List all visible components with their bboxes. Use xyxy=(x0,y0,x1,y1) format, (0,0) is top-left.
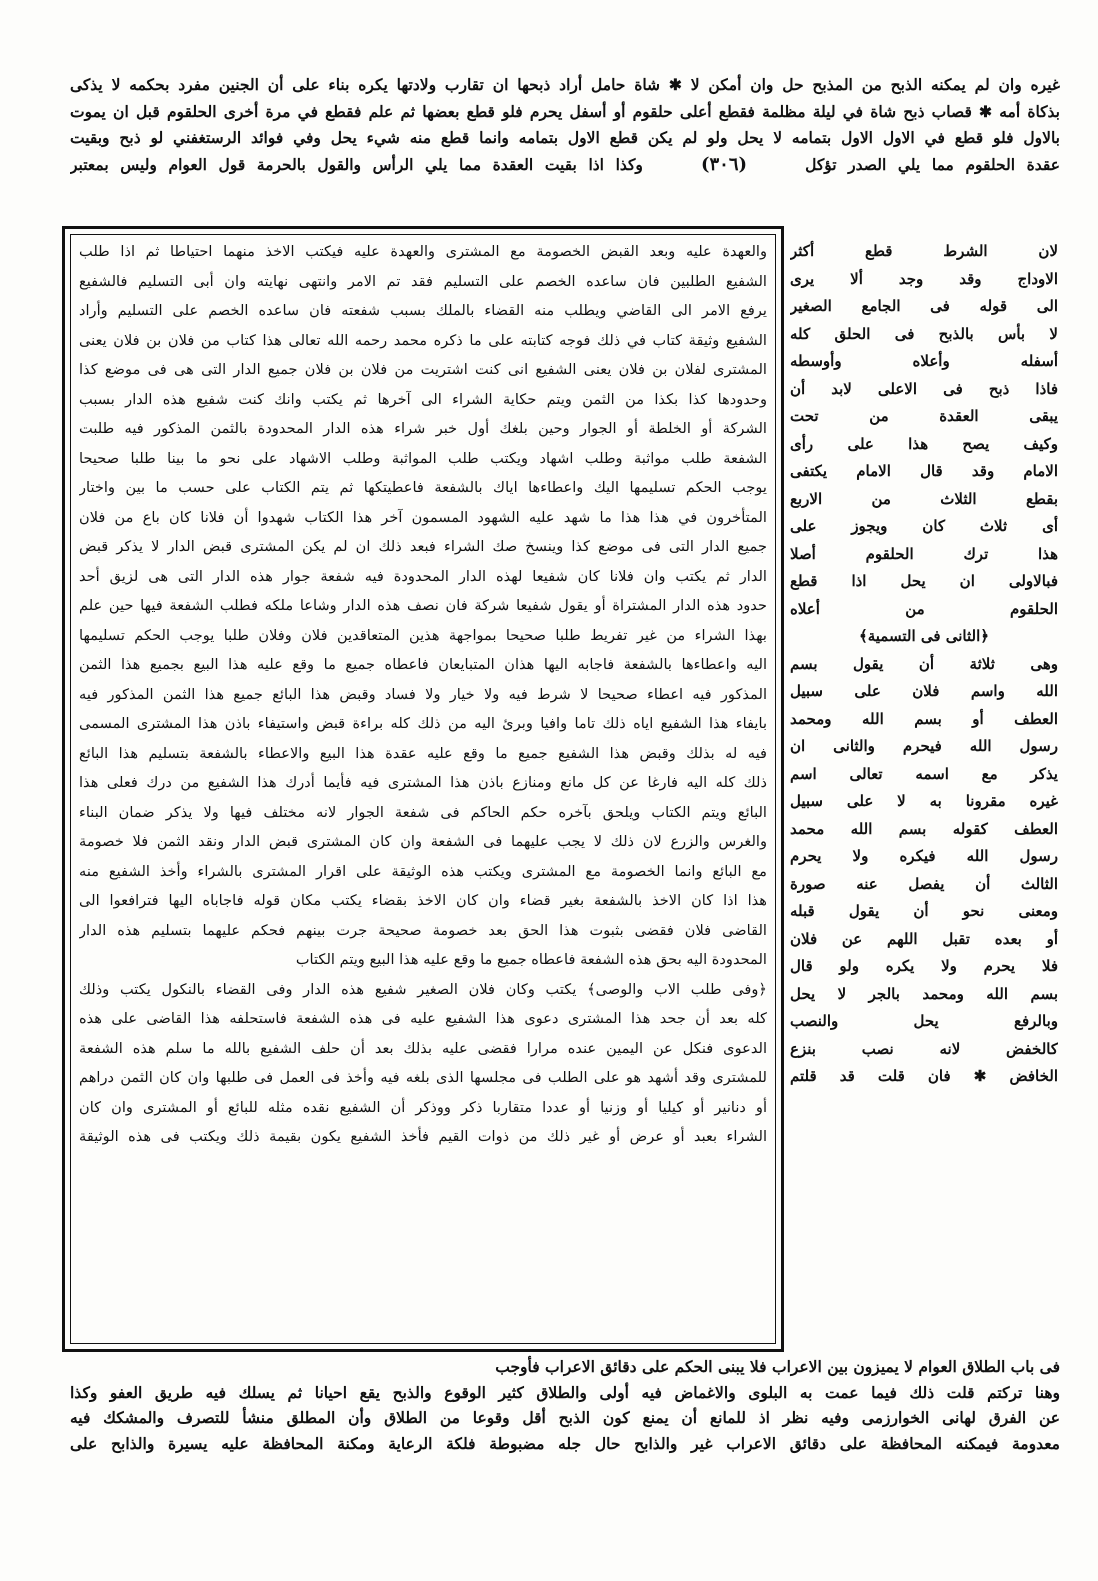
margin-line: فبالاولى ان يحل اذا قطع xyxy=(790,572,1058,590)
margin-line: كالخفض لانه نصب بنزع xyxy=(790,1039,1058,1058)
side-margin-commentary xyxy=(790,238,1058,1348)
main-text-line: حدود هذه الدار المشتراة أو يقول شفيعا شركة فان نصف هذه الدار وشاعا ملكه فطلب الشفعة فيها حين علم xyxy=(79,597,767,614)
margin-line: غيره مقرونا به لا على سبيل xyxy=(790,792,1058,810)
bottom-margin-commentary xyxy=(70,1354,1060,1484)
margin-line: الى قوله فى الجامع الصغير xyxy=(790,297,1058,315)
main-text-line: مع البائع وانما الخصومة مع المشترى ويكتب هذه الوثيقة على اقرار المشترى بالشراء وأخذ الشفيع منه xyxy=(79,862,767,880)
margin-line: وهى ثلاثة أن يقول بسم xyxy=(790,654,1058,673)
main-text-line: جميع الدار التى فى موضع كذا وينسخ صك الشراء فبعد ذلك ان لم يكن المشترى قبض الدار لا يذكر قبض xyxy=(79,538,767,555)
top-commentary-line-with-page-number xyxy=(70,152,1060,179)
main-text-line: وحدودها كذا بكذا من الثمن ويتم حكاية الشراء الى آخرها ثم يكتب وانك كنت شفيع هذه الدار بسبب xyxy=(79,390,767,408)
margin-line: فلا يحرم ولا يكره ولو قال xyxy=(790,957,1058,975)
main-text-line: المشترى لفلان بن فلان يعنى الشفيع انى كنت اشتريت من فلان بن فلان جميع الدار التى هى فى موضع كذا xyxy=(79,361,767,378)
margin-line: هذا ترك الحلقوم أصلا xyxy=(790,544,1058,563)
main-text-line: يرفع الامر الى القاضي ويطلب منه القضاء بالملك بسبب شفعته فان ساعده الخصم على التسليم وأراد xyxy=(79,302,767,319)
main-text-line: والعهدة عليه وبعد القبض الخصومة مع المشترى والعهدة عليه فيكتب الاخذ منهما احتياطا ثم اذا طلب xyxy=(79,243,767,260)
footer-commentary-line: معدومة فيمكنه المحافظة على دقائق الاعراب غير والذابح حال جله مضبوطة فلكة الرعاية ومكنة المحافظة عليه يسيرة والذابح على xyxy=(70,1433,1060,1453)
footer-commentary-line: عن الفرق لهانى الخوارزمى وفيه نظر اذ للمانع أن يمنع كون الذبح أقل وقوعا من الطلاق وأن المطلق منشأ للتصرف والمشكك فيه xyxy=(70,1408,1060,1427)
margin-line: رسول الله فيحرم والثانى ان xyxy=(790,737,1058,755)
margin-line: الله واسم فلان على سبيل xyxy=(790,682,1058,700)
margin-line: يبقى العقدة من تحت xyxy=(790,407,1058,425)
main-text-line: الشفعة طلب مواثبة وطلب اشهاد ويكتب طلب المواثبة وطلب الاشهاد على نحو ما بينا طلبا صحيحا xyxy=(79,449,767,467)
footer-commentary-line: وهنا تركتم قلت ذلك فيما عمت به البلوى والاغماض فيه أولى والطلاق كثير الوقوع والذبح يقع احيانا ثم يسلك فيه طريق العفو وكذا xyxy=(70,1382,1060,1402)
main-text-line: الشفيع الطلبين فان ساعده الخصم على التسليم فقد تم الامر وانتهى نهايته وان أبى التسليم فالشفيع xyxy=(79,272,767,290)
main-text-line: اليه واعطاءها بالشفعة فاجابه اليها هذان المتبايعان فاعطاه جميع ما وقع عليه هذا البيع بجميع هذا الثمن xyxy=(79,656,767,673)
main-text-line: فيه له بذلك وقبض هذا الشفيع جميع ما وقع عليه عقدة هذا البيع والاعطاء بالشفعة بتسليم هذا البائع xyxy=(79,744,767,762)
main-text-line: الدعوى فنكل عن اليمين عنده مرارا فقضى عليه بذلك بعد أن حلف الشفيع بالله ما سلم هذه الشفعة xyxy=(79,1039,767,1057)
margin-line: العطف كقوله بسم الله محمد xyxy=(790,819,1058,838)
top-commentary-line: بذكاة أمه ✱ قصاب ذبح شاة في ليلة مظلمة فقطع أعلى حلقوم أو أسفل يحرم فلو قطع بعضها ثم علم فقطع في مرة أخرى الحلقوم قبل ان يموت xyxy=(70,101,1060,121)
main-text-line: الدار ثم يكتب وان فلانا كان شفيعا لهذه الدار المحدودة فيه شفعة جوار هذه الدار التى هى لزيق أحد xyxy=(79,567,767,585)
page-number: (٣٠٦) xyxy=(700,153,748,175)
top-commentary-line-segment: وكذا اذا بقيت العقدة مما يلي الرأس والقول بالحرمة قول العوام وليس بمعتبر xyxy=(70,154,643,174)
top-commentary-line: بالاول فلو قطع في الاول الاول بتمامه لا يحل ولو لم يكن قطع الاول بتمامه وانما قطع منه شيء يحل وفي فوائد الرستغفني لو ذبح وبقيت xyxy=(70,128,1060,147)
margin-line: الاوداج وقد وجد ألا يرى xyxy=(790,269,1058,288)
main-text-line: أو دنانير أو كيليا أو وزنيا أو عددا متقاربا ذكر ووذكر أن الشفيع نقده مثله للبائع أو المشترى وان كان xyxy=(79,1098,767,1116)
main-text-line: ذلك كله اليه فارغا عن كل مانع ومنازع باذن هذا المشترى فيه فأيما أدرك هذا الشفيع من درك فعلى هذا xyxy=(79,774,767,791)
top-commentary-line: غيره وان لم يمكنه الذبح من المذبح حل وان أمكن لا ✱ شاة حامل أراد ذبحها ان تقارب ولادتها يكره بناء على أن الجنين مفرد بحكمه لا يذكى xyxy=(70,75,1060,94)
margin-line: الخافض ✱ فان قلت قد قلتم xyxy=(790,1067,1058,1085)
main-text-body xyxy=(79,237,767,1341)
main-text-line: البائع ويتم الكتاب ويلحق بآخره حكم الحاكم فى شفعة الجوار لانه مختلف فيها ولا يذكر ضمان البناء xyxy=(79,803,767,821)
main-text-line: ﴿وفى طلب الاب والوصى﴾ يكتب وكان فلان الصغير شفيع هذه الدار وفى القضاء بالنكول يكتب وذلك xyxy=(79,980,767,998)
margin-line: الحلقوم من أعلاه xyxy=(790,599,1058,618)
margin-line: يذكر مع اسمه تعالى اسم xyxy=(790,764,1058,783)
main-text-line: للمشترى وقد أشهد هو على الطلب فى مجلسها الذى بلغه فيه وأخذ فى العمل فى طلبها وان كان الثمن دراهم xyxy=(79,1069,767,1086)
main-text-line: هذا اذا كان الاخذ بالشفعة بغير قضاء وان كان الاخذ بقضاء يكتب مكان قوله فاجاباه اليها فترافعوا الى xyxy=(79,892,767,909)
main-text-line: الشراء بعبد أو عرض أو غير ذلك من ذوات القيم فأخذ الشفيع يكون بقيمة ذلك ويكتب فى هذه الوثيقة xyxy=(79,1128,767,1145)
margin-line: ومعنى نحو أن يقول قبله xyxy=(790,902,1058,920)
main-text-line: بهذا الشراء من غير تفريط طلبا صحيحا بمواجهة هذين المتعاقدين فلان وفلان طلبا يوجب الحكم تسليمها xyxy=(79,626,767,644)
margin-line: فاذا ذبح فى الاعلى لابد أن xyxy=(790,379,1058,398)
margin-line: وبالرفع يحل والنصب xyxy=(790,1012,1058,1030)
margin-section-heading: ﴿الثانى فى التسمية﴾ xyxy=(858,627,990,645)
main-text-line: القاضى فلان فقضى بثبوت هذا الحق بعد خصومة صحيحة جرت بينهم فحكم عليهما بتسليم هذه الدار xyxy=(79,921,767,939)
margin-line: بسم الله ومحمد بالجر لا يحل xyxy=(790,984,1058,1003)
main-text-line: والغرس والزرع لان ذلك لا يجب عليهما فى الشفعة وان كان المشترى قبض الدار ونقد الثمن فلا خصومة xyxy=(79,833,767,850)
margin-line: رسول الله فيكره ولا يحرم xyxy=(790,847,1058,865)
main-text-line: المحدودة اليه بحق هذه الشفعة فاعطاه جميع ما وقع عليه هذا البيع ويتم الكتاب xyxy=(295,951,767,968)
footer-commentary-line: فى باب الطلاق العوام لا يميزون بين الاعراب فلا يبنى الحكم على دقائق الاعراب فأوجب xyxy=(495,1357,1060,1376)
margin-line: الثالث أن يفصل عنه صورة xyxy=(790,874,1058,893)
main-text-line: كله بعد أن جحد هذا المشترى دعوى هذا الشفيع عليه فى هذه الشفعة فاستحلفه هذا القاضى على هذه xyxy=(79,1010,767,1027)
top-commentary-line-segment: عقدة الحلقوم مما يلي الصدر تؤكل xyxy=(805,154,1060,174)
main-text-frame xyxy=(62,226,784,1352)
margin-line: أو بعده تقبل اللهم عن فلان xyxy=(790,929,1058,948)
margin-line: أى ثلاث كان ويجوز على xyxy=(790,517,1058,535)
main-text-line: المذكور فيه اعطاء صحيحا لا شرط فيه ولا خيار ولا فساد وقبض هذا البائع جميع هذا الثمن المذكور فيه xyxy=(79,685,767,703)
margin-line: العطف أو بسم الله ومحمد xyxy=(790,709,1058,728)
main-text-line: بايفاء هذا الشفيع اياه ذلك تاما وافيا وبرئ اليه من ذلك كله براءة قبض واستيفاء باذن هذا المشترى المسمى xyxy=(79,715,767,732)
top-margin-commentary xyxy=(70,72,1060,232)
main-text-line: الشفيع وثيقة كتاب في ذلك فوجه كتابته على ما ذكره محمد رحمه الله تعالى هذا كتاب من فلان بن فلان يعنى xyxy=(79,331,767,349)
main-text-line: الشركة أو الخلطة أو الجوار وحين بلغك أول خبر شراء هذه الدار المحدودة بالثمن المذكور فيه طلبت xyxy=(79,420,767,437)
margin-line: بقطع الثلاث من الاربع xyxy=(790,489,1058,508)
margin-line: الامام وقد قال الامام يكتفى xyxy=(790,462,1058,480)
margin-line: لا بأس بالذبح فى الحلق كله xyxy=(790,324,1058,343)
margin-line: أسفله وأعلاه وأوسطه xyxy=(790,352,1058,370)
main-text-line: المتأخرون في هذا هذا ما شهد عليه الشهود المسمون آخر هذا الكتاب شهدوا أن فلانا كان باع من فلان xyxy=(79,508,767,526)
margin-line: لان الشرط قطع أكثر xyxy=(790,242,1058,260)
main-text-line: يوجب الحكم تسليمها اليك واعطاءها اياك بالشفعة فاعطيتكها ثم يتم الكتاب على حسب ما بين واختار xyxy=(79,479,767,496)
margin-line: وكيف يصح هذا على رأى xyxy=(790,434,1058,453)
